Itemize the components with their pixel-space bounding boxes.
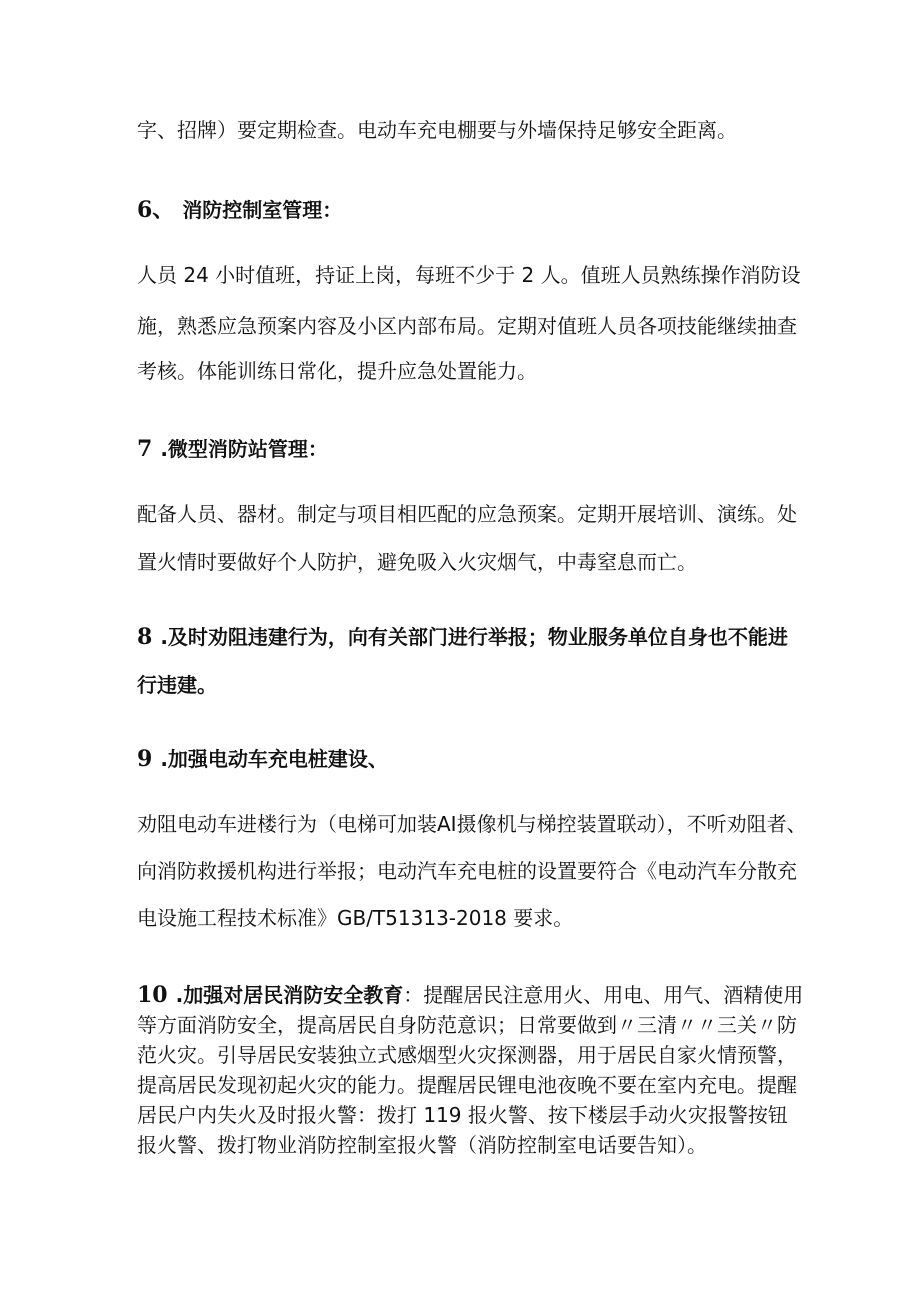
- paragraph-line: 电设施工程技术标准》GB/T51313-2018 要求。: [137, 906, 574, 930]
- section-title: 消防控制室管理：: [182, 198, 343, 222]
- paragraph-line: 劝阻电动车进楼行为（电梯可加装AI摄像机与梯控装置联动），不听劝阻者、: [137, 812, 807, 836]
- section-8-heading: [137, 622, 788, 652]
- paragraph-line: 报火警、拨打物业消防控制室报火警（消防控制室电话要告知）。: [137, 1133, 707, 1157]
- paragraph-line: 人员 24 小时值班，持证上岗，每班不少于 2 人。值班人员熟练操作消防设: [137, 263, 801, 287]
- paragraph-line: 施，熟悉应急预案内容及小区内部布局。定期对值班人员各项技能继续抽查: [137, 314, 797, 338]
- section-8-heading-cont: 行违建。: [137, 673, 217, 697]
- paragraph-line: 等方面消防安全，提高居民自身防范意识；日常要做到〃三清〃〃三关〃防: [137, 1013, 797, 1037]
- section-number: 6、: [137, 197, 175, 223]
- paragraph-line: 字、招牌）要定期检查。电动车充电棚要与外墙保持足够安全距离。: [137, 118, 737, 142]
- section-title: .加强对居民消防安全教育: [175, 983, 404, 1007]
- section-title: .及时劝阻违建行为，向有关部门进行举报；物业服务单位自身也不能进: [160, 625, 788, 649]
- section-title: .微型消防站管理：: [160, 437, 328, 461]
- paragraph-line: 向消防救援机构进行举报；电动汽车充电桩的设置要符合《电动汽车分散充: [137, 859, 797, 883]
- section-title: .加强电动车充电桩建设、: [160, 747, 388, 771]
- section-10-first-line: [137, 980, 803, 1010]
- section-number: 7: [137, 436, 153, 462]
- paragraph-line: 提高居民发现初起火灾的能力。提醒居民锂电池夜晚不要在室内充电。提醒: [137, 1073, 797, 1097]
- section-9-heading: [137, 744, 388, 774]
- section-number: 8: [137, 624, 153, 650]
- section-6-heading: [137, 195, 342, 225]
- section-10-text: ：提醒居民注意用火、用电、用气、酒精使用: [403, 983, 804, 1007]
- paragraph-line: 考核。体能训练日常化，提升应急处置能力。: [137, 359, 537, 383]
- paragraph-line: 居民户内失火及时报火警：拨打 119 报火警、按下楼层手动火灾报警按钮: [137, 1103, 788, 1127]
- section-7-heading: [137, 434, 328, 464]
- section-number: 10: [137, 982, 168, 1008]
- paragraph-line: 配备人员、器材。制定与项目相匹配的应急预案。定期开展培训、演练。处: [137, 502, 797, 526]
- paragraph-line: 范火灾。引导居民安装独立式感烟型火灾探测器，用于居民自家火情预警，: [137, 1043, 797, 1067]
- section-number: 9: [137, 746, 153, 772]
- paragraph-line: 置火情时要做好个人防护，避免吸入火灾烟气，中毒窒息而亡。: [137, 550, 697, 574]
